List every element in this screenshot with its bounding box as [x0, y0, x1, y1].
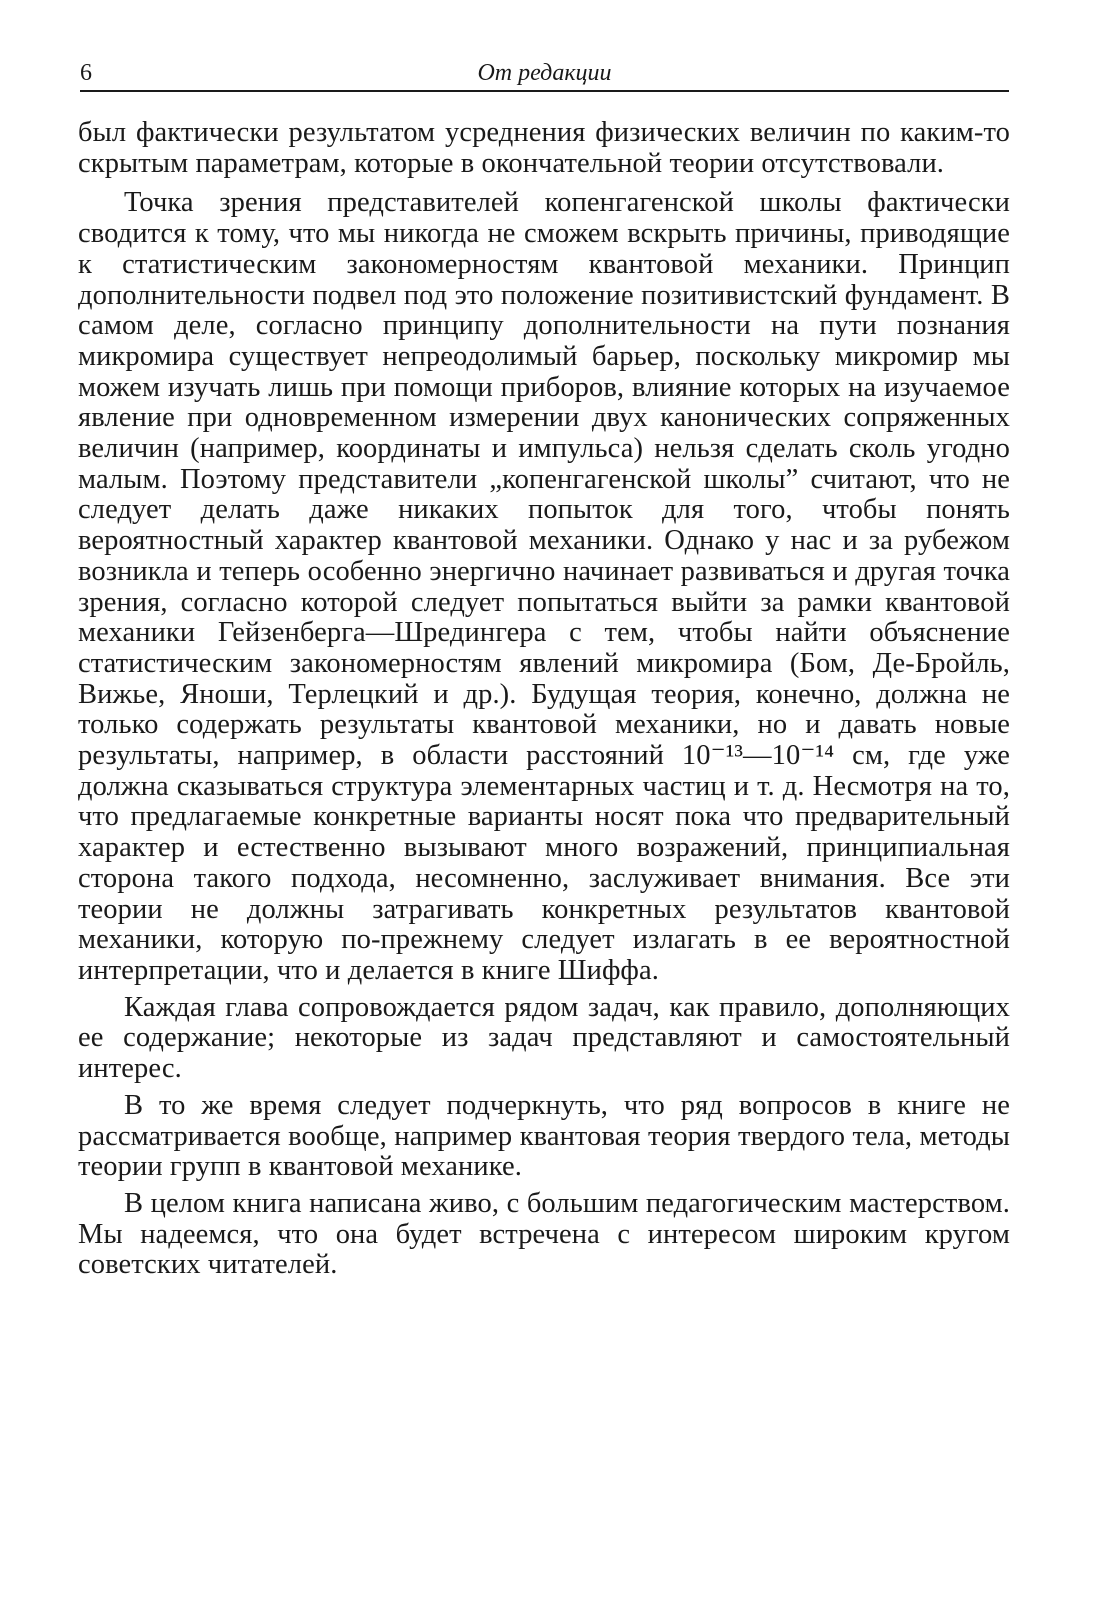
paragraph-copenhagen-school: Точка зрения представителей копенгагенской школы фактически сводится к тому, что мы никогда не сможем вскрыть причины, приводящие к статистическим закономерностям квантовой механики. Принцип дополнительности подвел под это положение позитивистский фундамент. В самом деле, согласно принципу дополнительности на пути познания микромира существует непреодолимый барьер, поскольку микромир мы можем изучать лишь при помощи приборов, влияние которых на изучаемое явление при одновременном измерении двух канонических сопряженных величин (например, координаты и импульса) нельзя сделать сколь угодно малым. Поэтому представители „копенгагенской школы” считают, что не следует делать даже никаких попыток для того, чтобы понять вероятностный характер квантовой механики. Однако у нас и за рубежом возникла и теперь особенно энергично начинает развиваться и другая точка зрения, согласно которой следует попытаться выйти за рамки квантовой механики Гейзенберга—Шредингера с тем, чтобы найти объяснение статистическим закономерностям явлений микромира (Бом, Де-Бройль, Вижье, Яноши, Терлецкий и др.). Будущая теория, конечно, должна не только содержать результаты квантовой механики, но и давать новые результаты, например, в области расстояний 10⁻¹³—10⁻¹⁴ см, где уже должна сказываться структура элементарных частиц и т. д. Несмотря на то, что предлагаемые конкретные варианты носят пока что предварительный характер и естественно вызывают много возражений, принципиальная сторона такого подхода, несомненно, заслуживает внимания. Все эти теории не должны затрагивать конкретных результатов квантовой механики, которую по-прежнему следует излагать в ее вероятностной интерпретации, что и делается в книге Шиффа. [78, 187, 1010, 986]
page-number: 6 [80, 60, 92, 86]
paragraph-continuation: был фактически результатом усреднения физических величин по каким-то скрытым параметрам, которые в окончательной теории отсутствовали. [78, 117, 1010, 179]
body-text [78, 118, 1010, 1281]
paragraph-conclusion: В целом книга написана живо, с большим педагогическим мастерством. Мы надеемся, что она будет встречена с интересом широким кругом советских читателей. [78, 1187, 1010, 1281]
paragraph-problems: Каждая глава сопровождается рядом задач, как правило, дополняющих ее содержание; некоторые из задач представляют и самостоятельный интерес. [78, 991, 1010, 1085]
page-header [80, 58, 1009, 92]
running-title: От редакции [477, 60, 612, 86]
paragraph-omissions: В то же время следует подчеркнуть, что ряд вопросов в книге не рассматривается вообще, например квантовая теория твердого тела, методы теории групп в квантовой механике. [78, 1089, 1010, 1183]
